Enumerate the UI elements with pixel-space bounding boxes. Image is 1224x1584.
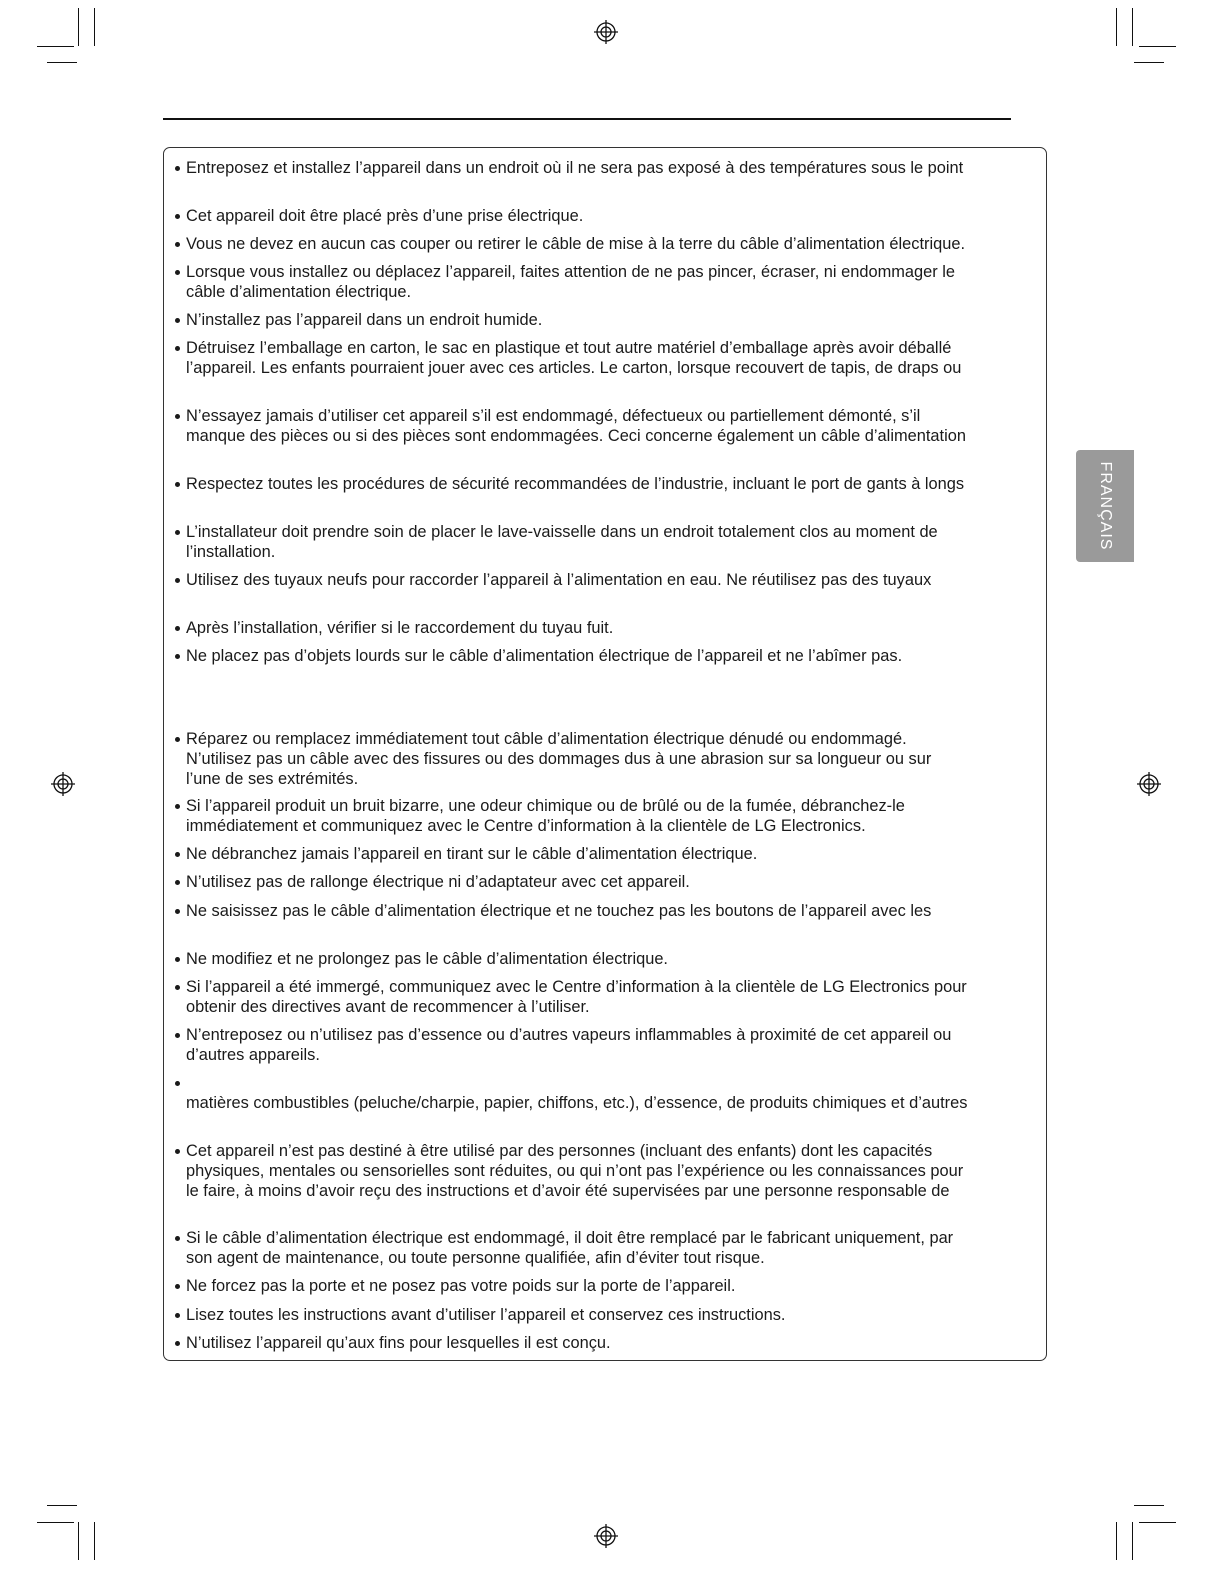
- list-item-text: [186, 901, 1040, 921]
- crop-mark: [94, 1522, 95, 1560]
- list-item: [174, 262, 1040, 302]
- list-item-text: [186, 977, 1040, 1017]
- text-line: d’autres appareils.: [186, 1046, 320, 1064]
- text-line: Après l’installation, vérifier si le raccordement du tuyau fuit.: [186, 619, 614, 637]
- list-item-text: [186, 310, 1040, 330]
- text-line: Respectez toutes les procédures de sécurité recommandées de l’industrie, incluant le port de gants à longs: [186, 475, 965, 493]
- crop-mark: [78, 1522, 79, 1560]
- crop-mark: [37, 46, 74, 47]
- list-item: [174, 949, 1040, 969]
- text-line: son agent de maintenance, ou toute personne qualifiée, afin d’éviter tout risque.: [186, 1249, 765, 1267]
- list-item-text: [186, 206, 1040, 226]
- list-item: [174, 522, 1040, 562]
- text-line: Lorsque vous installez ou déplacez l’appareil, faites attention de ne pas pincer, écraser, ni endommager le: [186, 263, 956, 281]
- list-item-text: [186, 338, 1040, 378]
- list-item: [174, 1025, 1040, 1065]
- language-tab[interactable]: [1076, 450, 1134, 562]
- header-rule: [163, 118, 1011, 120]
- crop-mark: [1132, 1522, 1133, 1560]
- crop-mark: [1116, 1522, 1117, 1560]
- text-line: Ne modifiez et ne prolongez pas le câble d’alimentation électrique.: [186, 950, 668, 968]
- list-item-text: [186, 872, 1040, 892]
- list-item-text: [186, 234, 1040, 254]
- list-item: [174, 844, 1040, 864]
- list-item: [174, 872, 1040, 892]
- list-item: [174, 646, 1040, 666]
- text-line: L’installateur doit prendre soin de placer le lave-vaisselle dans un endroit totalement clos au moment de: [186, 523, 938, 541]
- text-line: l’appareil. Les enfants pourraient jouer avec ces articles. Le carton, lorsque recouvert de tapis, de draps ou: [186, 359, 962, 377]
- list-item: [174, 338, 1040, 378]
- crop-mark: [1116, 8, 1117, 46]
- list-item: [174, 158, 1040, 178]
- registration-mark-icon: [51, 772, 75, 796]
- list-item-text: [186, 1305, 1040, 1325]
- crop-mark: [1139, 1522, 1176, 1523]
- text-line: N’utilisez pas de rallonge électrique ni d’adaptateur avec cet appareil.: [186, 873, 690, 891]
- list-item: [174, 1228, 1040, 1268]
- registration-mark-icon: [1137, 772, 1161, 796]
- text-line: Ne débranchez jamais l’appareil en tirant sur le câble d’alimentation électrique.: [186, 845, 758, 863]
- crop-mark: [1134, 62, 1164, 63]
- list-item: [174, 1305, 1040, 1325]
- list-item: [174, 1333, 1040, 1353]
- text-line: Entreposez et installez l’appareil dans un endroit où il ne sera pas exposé à des températures sous le point: [186, 159, 964, 177]
- text-line: physiques, mentales ou sensorielles sont réduites, ou qui n’ont pas l’expérience ou les connaissances pour: [186, 1162, 964, 1180]
- list-item-text: [186, 262, 1040, 302]
- text-line: matières combustibles (peluche/charpie, papier, chiffons, etc.), d’essence, de produits chimiques et d’autres: [186, 1094, 968, 1112]
- list-item: [174, 206, 1040, 226]
- list-item-text: [186, 570, 1040, 590]
- crop-mark: [94, 8, 95, 46]
- list-item: [174, 729, 1040, 789]
- text-line: Ne forcez pas la porte et ne posez pas votre poids sur la porte de l’appareil.: [186, 1277, 736, 1295]
- crop-mark: [47, 1505, 77, 1506]
- list-item: [174, 977, 1040, 1017]
- list-item-text: [186, 1093, 1040, 1113]
- text-line: Cet appareil n’est pas destiné à être utilisé par des personnes (incluant des enfants) dont les capacités: [186, 1142, 933, 1160]
- text-line: N’essayez jamais d’utiliser cet appareil s’il est endommagé, défectueux ou partiellement démonté, s’il: [186, 407, 921, 425]
- text-line: manque des pièces ou si des pièces sont endommagées. Ceci concerne également un câble d’alimentation: [186, 427, 966, 445]
- list-item-text: [186, 522, 1040, 562]
- list-item-text: [186, 729, 1040, 789]
- text-line: N’installez pas l’appareil dans un endroit humide.: [186, 311, 543, 329]
- text-line: Ne placez pas d’objets lourds sur le câble d’alimentation électrique de l’appareil et ne l’abîmer pas.: [186, 647, 903, 665]
- text-line: le faire, à moins d’avoir reçu des instructions et d’avoir été supervisées par une personne responsable de: [186, 1182, 950, 1200]
- text-line: Si le câble d’alimentation électrique est endommagé, il doit être remplacé par le fabricant uniquement, par: [186, 1229, 954, 1247]
- text-line: Vous ne devez en aucun cas couper ou retirer le câble de mise à la terre du câble d’alimentation électrique.: [186, 235, 966, 253]
- list-item-text: [186, 1141, 1040, 1201]
- text-line: l’une de ses extrémités.: [186, 770, 359, 788]
- text-line: l’installation.: [186, 543, 276, 561]
- list-item: [174, 234, 1040, 254]
- list-item: [174, 618, 1040, 638]
- list-item-text: [186, 844, 1040, 864]
- text-line: Utilisez des tuyaux neufs pour raccorder l’appareil à l’alimentation en eau. Ne réutilisez pas des tuyaux: [186, 571, 932, 589]
- text-line: Si l’appareil produit un bruit bizarre, une odeur chimique ou de brûlé ou de la fumée, débranchez-le: [186, 797, 905, 815]
- list-item-text: [186, 1276, 1040, 1296]
- list-item: [174, 570, 1040, 590]
- crop-mark: [47, 62, 77, 63]
- list-item-text: [186, 158, 1040, 178]
- crop-mark: [1132, 8, 1133, 46]
- text-line: câble d’alimentation électrique.: [186, 283, 412, 301]
- list-item: [174, 1141, 1040, 1201]
- list-item: [174, 796, 1040, 836]
- text-line: obtenir des directives avant de recommencer à l’utiliser.: [186, 998, 590, 1016]
- list-item-text: [186, 1333, 1040, 1353]
- list-item-text: [186, 406, 1040, 446]
- crop-mark: [37, 1522, 74, 1523]
- crop-mark: [78, 8, 79, 46]
- list-item: [174, 1093, 1040, 1113]
- text-line: Cet appareil doit être placé près d’une prise électrique.: [186, 207, 584, 225]
- crop-mark: [1139, 46, 1176, 47]
- list-item-text: [186, 796, 1040, 836]
- text-line: Lisez toutes les instructions avant d’utiliser l’appareil et conservez ces instructions.: [186, 1306, 786, 1324]
- text-line: Détruisez l’emballage en carton, le sac en plastique et tout autre matériel d’emballage après avoir déballé: [186, 339, 952, 357]
- list-item-text: [186, 474, 1040, 494]
- text-line: Si l’appareil a été immergé, communiquez avec le Centre d’information à la clientèle de LG Electronics pour: [186, 978, 967, 996]
- list-item-text: [186, 1228, 1040, 1268]
- text-line: Ne saisissez pas le câble d’alimentation électrique et ne touchez pas les boutons de l’appareil avec les: [186, 902, 932, 920]
- text-line: N’utilisez l’appareil qu’aux fins pour lesquelles il est conçu.: [186, 1334, 611, 1352]
- text-line: N’utilisez pas un câble avec des fissures ou des dommages dus à une abrasion sur sa longueur ou sur: [186, 750, 932, 768]
- text-line: immédiatement et communiquez avec le Centre d’information à la clientèle de LG Electronics.: [186, 817, 866, 835]
- list-item: [174, 1276, 1040, 1296]
- list-item-text: [186, 618, 1040, 638]
- list-item: [174, 310, 1040, 330]
- list-item-text: [186, 1025, 1040, 1065]
- text-line: Réparez ou remplacez immédiatement tout câble d’alimentation électrique dénudé ou endommagé.: [186, 730, 907, 748]
- list-item: [174, 474, 1040, 494]
- language-tab-label: FRANÇAIS: [1097, 461, 1114, 551]
- list-item-text: [186, 646, 1040, 666]
- registration-mark-icon: [594, 20, 618, 44]
- text-line: N’entreposez ou n’utilisez pas d’essence ou d’autres vapeurs inflammables à proximité de cet appareil ou: [186, 1026, 952, 1044]
- list-item: [174, 406, 1040, 446]
- list-item: [174, 901, 1040, 921]
- registration-mark-icon: [594, 1524, 618, 1548]
- crop-mark: [1134, 1505, 1164, 1506]
- list-item-text: [186, 949, 1040, 969]
